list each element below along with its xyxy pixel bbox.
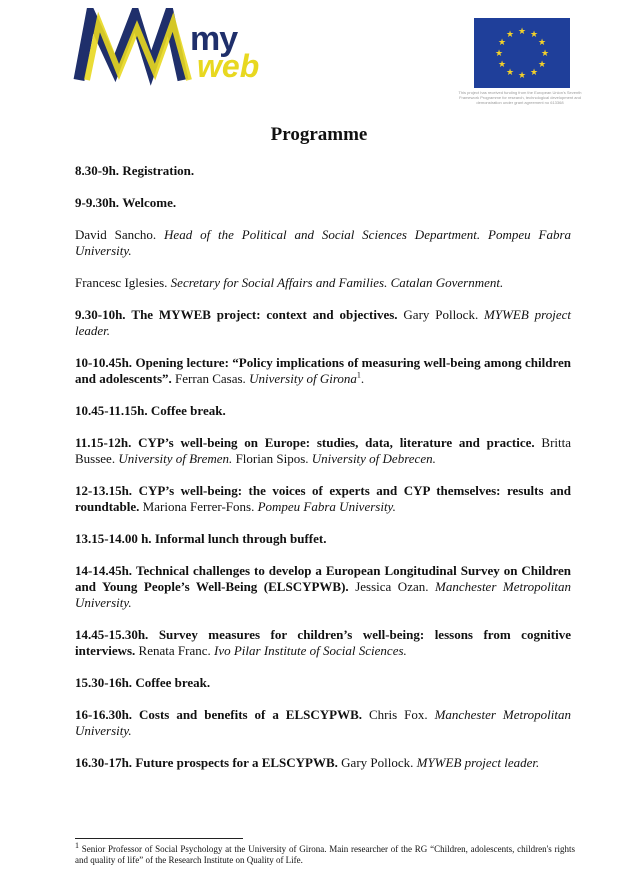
item-time: 9-9.30h. — [75, 195, 120, 210]
item-affiliation: Secretary for Social Affairs and Families. Catalan Government. — [170, 275, 504, 290]
item-speaker: Chris Fox. — [368, 707, 428, 722]
myweb-logo — [73, 8, 273, 88]
programme-item — [75, 627, 571, 659]
item-time: 8.30-9h. — [75, 163, 120, 178]
footnote-number: 1 — [75, 841, 79, 850]
item-title: Technical challenges to develop a European Longitudinal Survey on Children and Young People’s Well-Being (ELSCYPWB). — [75, 563, 572, 594]
item-speaker: David Sancho. — [75, 227, 157, 242]
item-time: 16-16.30h. — [75, 707, 133, 722]
svg-text:★: ★ — [537, 38, 547, 48]
item-title: Future prospects for a ELSCYPWB. — [135, 755, 338, 770]
footnote-text: Senior Professor of Social Psychology at the University of Girona. Main researcher of the RG “Children, adolescents, children's rights and quality of life” of the Research Institute on Quality of Life. — [75, 844, 575, 865]
logo-text-my: my — [190, 20, 238, 58]
item-speaker: Britta Bussee. — [75, 435, 572, 466]
item-affiliation: Pompeu Fabra University. — [257, 499, 396, 514]
item-title: Costs and benefits of a ELSCYPWB. — [139, 707, 362, 722]
item-title: The MYWEB project: context and objectives. — [131, 307, 398, 322]
item-affiliation: University of Debrecen. — [311, 451, 436, 466]
item-affiliation: Ivo Pilar Institute of Social Sciences. — [214, 643, 407, 658]
svg-text:★: ★ — [497, 38, 507, 48]
item-time: 14.45-15.30h. — [75, 627, 149, 642]
footnote-divider — [75, 838, 243, 839]
footnote-ref: 1 — [356, 370, 361, 380]
programme-item: 10-10.45h. Opening lecture: “Policy implications of measuring well-being among children and adolescents”. Ferran Casas. University of Girona$^1$. — [75, 355, 571, 386]
item-affiliation: University of Bremen. — [118, 451, 233, 466]
svg-text:★: ★ — [505, 30, 515, 40]
item-title: Opening lecture: “Policy implications of measuring well-being among children and adolescents”. — [75, 355, 571, 386]
item-time: 10.45-11.15h. — [75, 403, 148, 418]
item-time: 14-14.45h. — [75, 563, 133, 578]
svg-text:★: ★ — [497, 60, 507, 70]
item-speaker: Renata Franc. — [138, 643, 211, 658]
item-affiliation: MYWEB project leader. — [416, 755, 540, 770]
item-time: 10-10.45h. — [75, 355, 133, 370]
programme-item — [75, 227, 571, 259]
myweb-logo-mark — [73, 8, 193, 88]
programme-item — [75, 195, 571, 211]
item-affiliation: University of Girona — [249, 371, 357, 386]
footnote — [75, 841, 575, 866]
svg-text:★: ★ — [540, 49, 550, 59]
logo-text-web: web — [197, 48, 260, 84]
page-title: Programme — [270, 124, 368, 145]
svg-text:★: ★ — [537, 60, 547, 70]
item-time: 9.30-10h. — [75, 307, 126, 322]
programme-item — [75, 483, 571, 515]
item-speaker: Gary Pollock. — [403, 307, 479, 322]
item-affiliation: Manchester Metropolitan University. — [75, 579, 572, 610]
eu-emblem — [458, 10, 582, 110]
item-speaker: Gary Pollock. — [341, 755, 414, 770]
item-speaker: Jessica Ozan. — [355, 579, 429, 594]
programme-item — [75, 275, 571, 291]
programme-item — [75, 403, 571, 419]
svg-text:★: ★ — [505, 68, 515, 78]
item-time: 12-13.15h. — [75, 483, 133, 498]
item-title: Coffee break. — [150, 403, 226, 418]
programme-item — [75, 675, 571, 691]
item-affiliation: MYWEB project leader. — [75, 307, 571, 338]
item-affiliation: Manchester Metropolitan University. — [75, 707, 572, 738]
item-title: Registration. — [122, 163, 195, 178]
item-speaker: Florian Sipos. — [235, 451, 309, 466]
svg-text:★: ★ — [494, 49, 504, 59]
svg-text:★: ★ — [529, 68, 539, 78]
item-speaker: Francesc Iglesies. — [75, 275, 168, 290]
programme-item — [75, 531, 571, 547]
item-title: Coffee break. — [135, 675, 211, 690]
item-speaker: Mariona Ferrer-Fons. — [142, 499, 255, 514]
svg-text:★: ★ — [517, 71, 527, 81]
item-time: 13.15-14.00 h. — [75, 531, 152, 546]
item-title: Informal lunch through buffet. — [154, 531, 327, 546]
eu-funding-note: This project has received funding from the European Union's Seventh Framework Programme for research, technological development and demonstration under grant agreement no 613368 — [458, 90, 582, 105]
svg-text:★: ★ — [529, 30, 539, 40]
item-title: CYP’s well-being: the voices of experts and CYP themselves: results and roundtable. — [75, 483, 572, 514]
programme-item — [75, 163, 571, 179]
item-time: 15.30-16h. — [75, 675, 133, 690]
programme-item — [75, 755, 571, 771]
programme-item — [75, 307, 571, 339]
item-time: 16.30-17h. — [75, 755, 133, 770]
item-title: CYP’s well-being on Europe: studies, data, literature and practice. — [138, 435, 535, 450]
programme-item — [75, 563, 571, 611]
item-title: Survey measures for children’s well-being: lessons from cognitive interviews. — [75, 627, 571, 658]
item-time: 11.15-12h. — [75, 435, 132, 450]
programme-item — [75, 435, 571, 467]
eu-flag-icon — [474, 18, 570, 88]
item-affiliation: Head of the Political and Social Sciences Department. Pompeu Fabra University. — [75, 227, 571, 258]
svg-text:★: ★ — [517, 27, 527, 37]
item-speaker: Ferran Casas. — [175, 371, 246, 386]
programme-item — [75, 707, 571, 739]
item-title: Welcome. — [122, 195, 177, 210]
